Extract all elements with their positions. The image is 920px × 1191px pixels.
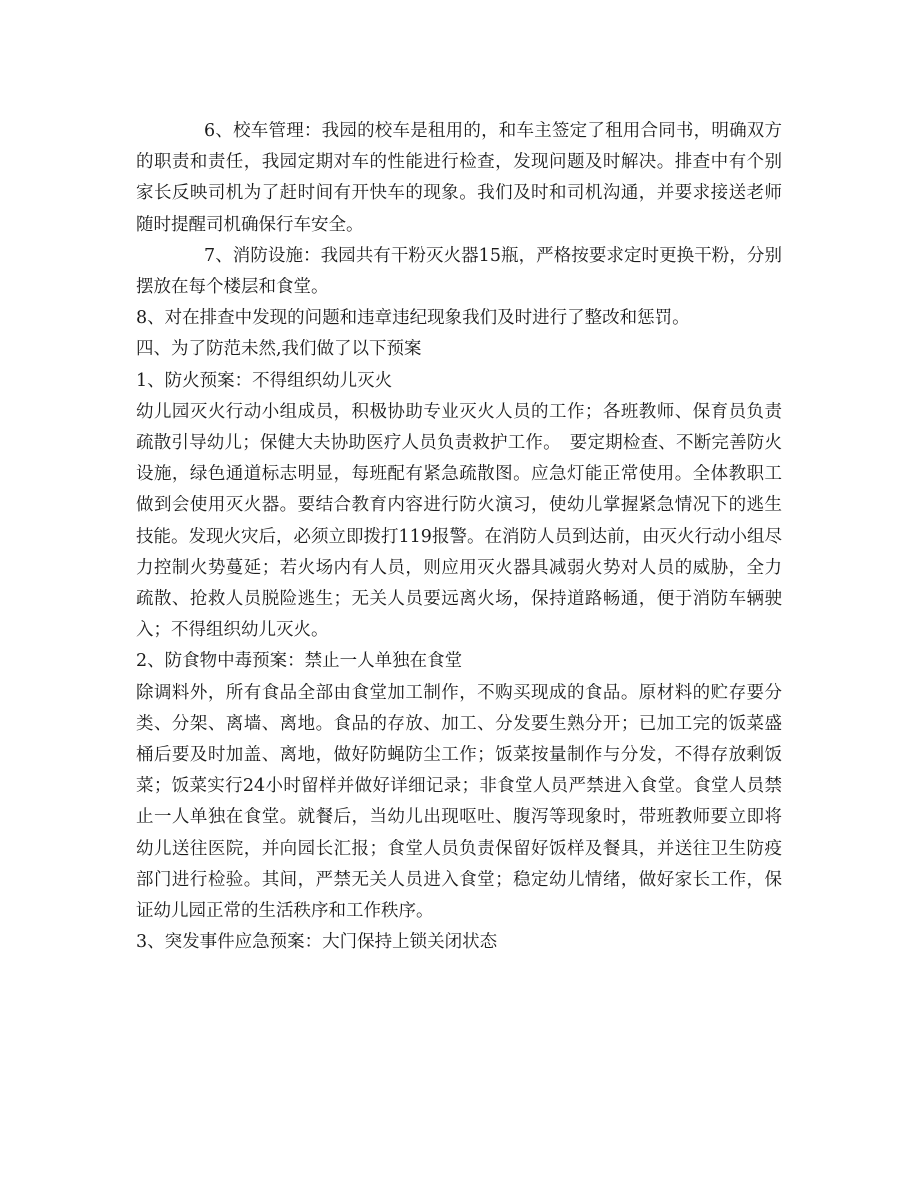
paragraph-fire-plan: 幼儿园灭火行动小组成员，积极协助专业灭火人员的工作；各班教师、保育员负责疏散引导幼儿；保健大夫协助医疗人员负责救护工作。 要定期检查、不断完善防火设施，绿色通道标志明显，每班配有紧急疏散图。应急灯能正常使用。全体教职工做到会使用灭火器。要结合教育内容进行防火演习，使幼儿掌握紧急情况下的逃生技能。发现火灾后，必须立即拨打119报警。在消防人员到达前，由灭火行动小组尽力控制火势蔓延；若火场内有人员，则应用灭火器具减弱火势对人员的威胁，全力疏散、抢救人员脱险逃生；无关人员要远离火场，保持道路畅通，便于消防车辆驶入；不得组织幼儿灭火。 [136, 401, 782, 641]
paragraph-food-poisoning-plan: 除调料外，所有食品全部由食堂加工制作，不购买现成的食品。原材料的贮存要分类、分架、离墙、离地。食品的存放、加工、分发要生熟分开；已加工完的饭菜盛桶后要及时加盖、离地，做好防蝇防尘工作；饭菜按量制作与分发，不得存放剩饭菜；饭菜实行24小时留样并做好详细记录；非食堂人员严禁进入食堂。食堂人员禁止一人单独在食堂。就餐后，当幼儿出现呕吐、腹泻等现象时，带班教师要立即将幼儿送往医院，并向园长汇报；食堂人员负责保留好饭样及餐具，并送往卫生防疫部门进行检验。其间，严禁无关人员进入食堂；稳定幼儿情绪，做好家长工作，保证幼儿园正常的生活秩序和工作秩序。 [136, 682, 782, 922]
paragraph-school-bus: 6、校车管理：我园的校车是租用的，和车主签定了租用合同书，明确双方的职责和责任，我园定期对车的性能进行检查，发现问题及时解决。排查中有个别家长反映司机为了赶时间有开快车的现象。我们及时和司机沟通，并要求接送老师随时提醒司机确保行车安全。 [136, 121, 782, 235]
subheading-emergency-plan: 3、突发事件应急预案：大门保持上锁关闭状态 [136, 932, 498, 953]
document-body [136, 116, 782, 958]
paragraph-fire-facilities: 7、消防设施：我园共有干粉灭火器15瓶，严格按要求定时更换干粉，分别摆放在每个楼层和食堂。 [136, 245, 782, 298]
subheading-food-poisoning-plan: 2、防食物中毒预案：禁止一人单独在食堂 [136, 651, 463, 672]
section-heading-plans: 四、为了防范未然,我们做了以下预案 [136, 339, 422, 360]
paragraph-rectification: 8、对在排查中发现的问题和违章违纪现象我们及时进行了整改和惩罚。 [136, 308, 690, 329]
subheading-fire-plan: 1、防火预案：不得组织幼儿灭火 [136, 370, 393, 391]
